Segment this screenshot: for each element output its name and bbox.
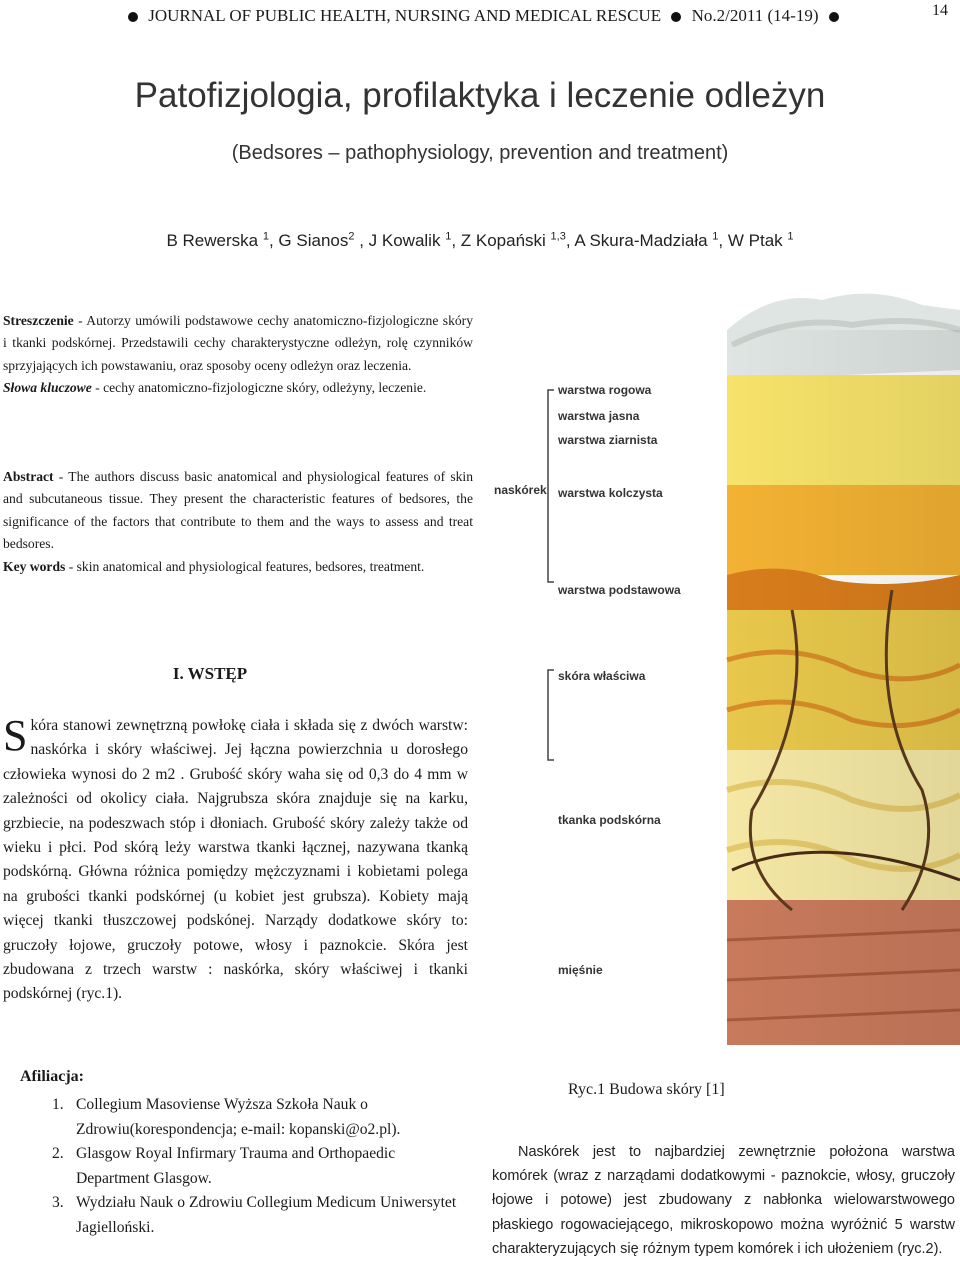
journal-header-line — [122, 6, 845, 26]
label-warstwa-kolczysta: warstwa kolczysta — [558, 486, 663, 500]
label-naskorek: naskórek — [494, 483, 547, 497]
intro-paragraph: Skóra stanowi zewnętrzną powłokę ciała i składa się z dwóch warstw: naskórka i skóry właściwej. Jej łączna powierzchnia u dorosłego człowieka wynosi do 2 m2 . Grubość skóry waha się od 0,3 do 4 mm w zależności od okolicy ciała. Najgrubsza skóra znajduje się na karku, grzbiecie, na podeszwach stóp i dłoniach. Grubość skóry zależy także od wieku i płci. Pod skórą leży warstwa tkanki łącznej, nazywana tkanką podskórną. Główna różnica pomiędzy mężczyznami i kobietami polega na grubości tkanki podskórnej (u kobiet jest grubsza). Kobiety mają więcej tkanki tłuszczowej podskónej. Narządy dodatkowe skóry to: gruczoły łojowe, gruczoły potowe, włosy i paznokcie. Skóra jest zbudowana z trzech warstw : naskórka, skóry właściwej i tkanki podskórnej (ryc.1). — [3, 711, 468, 1003]
author: W Ptak $^1$ — [727, 230, 794, 250]
naskorek-paragraph: Naskórek jest to najbardziej zewnętrznie położona warstwa komórek (wraz z narządami dodatkowymi - paznokcie, włosy, gruczoły łojowe i potowe) jest zbudowany z nabłonka wielowarstwowego płaskiego rogowaciejącego, mikroskopowo można wyróżnić 5 warstw charakteryzujących się różnym typem komórek i ich ułożeniem (ryc.2). — [492, 1144, 955, 1257]
author: G Sianos$^2$ , — [278, 230, 369, 250]
figure-caption: Ryc.1 Budowa skóry [1] — [568, 1081, 725, 1098]
affiliation-list — [52, 1093, 462, 1241]
affiliation-item: 1. Collegium Masoviense Wyższa Szkoła Nauk o Zdrowiu(korespondencja; e-mail: kopanski@o2.pl). — [52, 1096, 401, 1138]
label-warstwa-podstawowa: warstwa podstawowa — [558, 583, 681, 597]
label-tkanka-podskorna: tkanka podskórna — [558, 813, 661, 827]
slowa-kluczowe-paragraph: Słowa kluczowe - cechy anatomiczno-fizjologiczne skóry, odleżyny, leczenie. — [3, 380, 427, 396]
author: J Kowalik $^1$, — [368, 230, 461, 250]
label-warstwa-jasna: warstwa jasna — [558, 409, 640, 423]
streszczenie-paragraph: Streszczenie - Autorzy umówili podstawowe cechy anatomiczno-fizjologiczne skóry i tkanki podskórnej. Przedstawili cechy charakterystyczne odleżyn, rolę czynników sprzyjających ich powstawaniu, oraz sposoby oceny odleżyn oraz leczenia. — [3, 313, 473, 373]
author: B Rewerska $^1$, — [166, 230, 279, 250]
affiliation-item: 3. Wydziału Nauk o Zdrowiu Collegium Medicum Uniwersytet Jagielloński. — [52, 1194, 457, 1236]
label-warstwa-rogowa: warstwa rogowa — [558, 383, 652, 397]
label-miesnie: mięśnie — [558, 963, 603, 977]
label-warstwa-ziarnista: warstwa ziarnista — [558, 433, 658, 447]
streszczenie-block — [3, 310, 473, 400]
author: A Skura-Madziała $^1$, — [574, 230, 728, 250]
article-title: Patofizjologia, profilaktyka i leczenie odleżyn — [134, 76, 826, 115]
label-skora-wlasciwa: skóra właściwa — [558, 669, 646, 683]
section-heading: I. WSTĘP — [172, 664, 248, 683]
affiliation-item: 2. Glasgow Royal Infirmary Trauma and Orthopaedic Department Glasgow. — [52, 1145, 396, 1187]
abstract-paragraph: Abstract - The authors discuss basic anatomical and physiological features of skin and subcutaneous tissue. They present the characteristic features of bedsores, the significance of the factors that contribute to them and the ways to assess and treat bedsores. — [3, 469, 473, 552]
author-list — [0, 230, 960, 251]
affiliation-title: Afiliacja: — [20, 1068, 84, 1085]
article-subtitle: (Bedsores – pathophysiology, prevention and treatment) — [231, 142, 729, 164]
abstract-block — [3, 466, 473, 578]
journal-issue: No.2/2011 (14-19) — [691, 6, 819, 25]
page-number: 14 — [932, 2, 948, 19]
keywords-paragraph: Key words - skin anatomical and physiological features, bedsores, treatment. — [3, 558, 425, 574]
author: Z Kopański $^{1,3}$, — [460, 230, 575, 250]
drop-cap: S — [3, 711, 28, 760]
journal-name: JOURNAL OF PUBLIC HEALTH, NURSING AND MEDICAL RESCUE — [148, 6, 662, 25]
running-header — [0, 2, 960, 28]
bullet-icon — [829, 12, 839, 22]
skin-structure-figure — [492, 290, 960, 1060]
bullet-icon — [128, 12, 138, 22]
bullet-icon — [671, 12, 681, 22]
